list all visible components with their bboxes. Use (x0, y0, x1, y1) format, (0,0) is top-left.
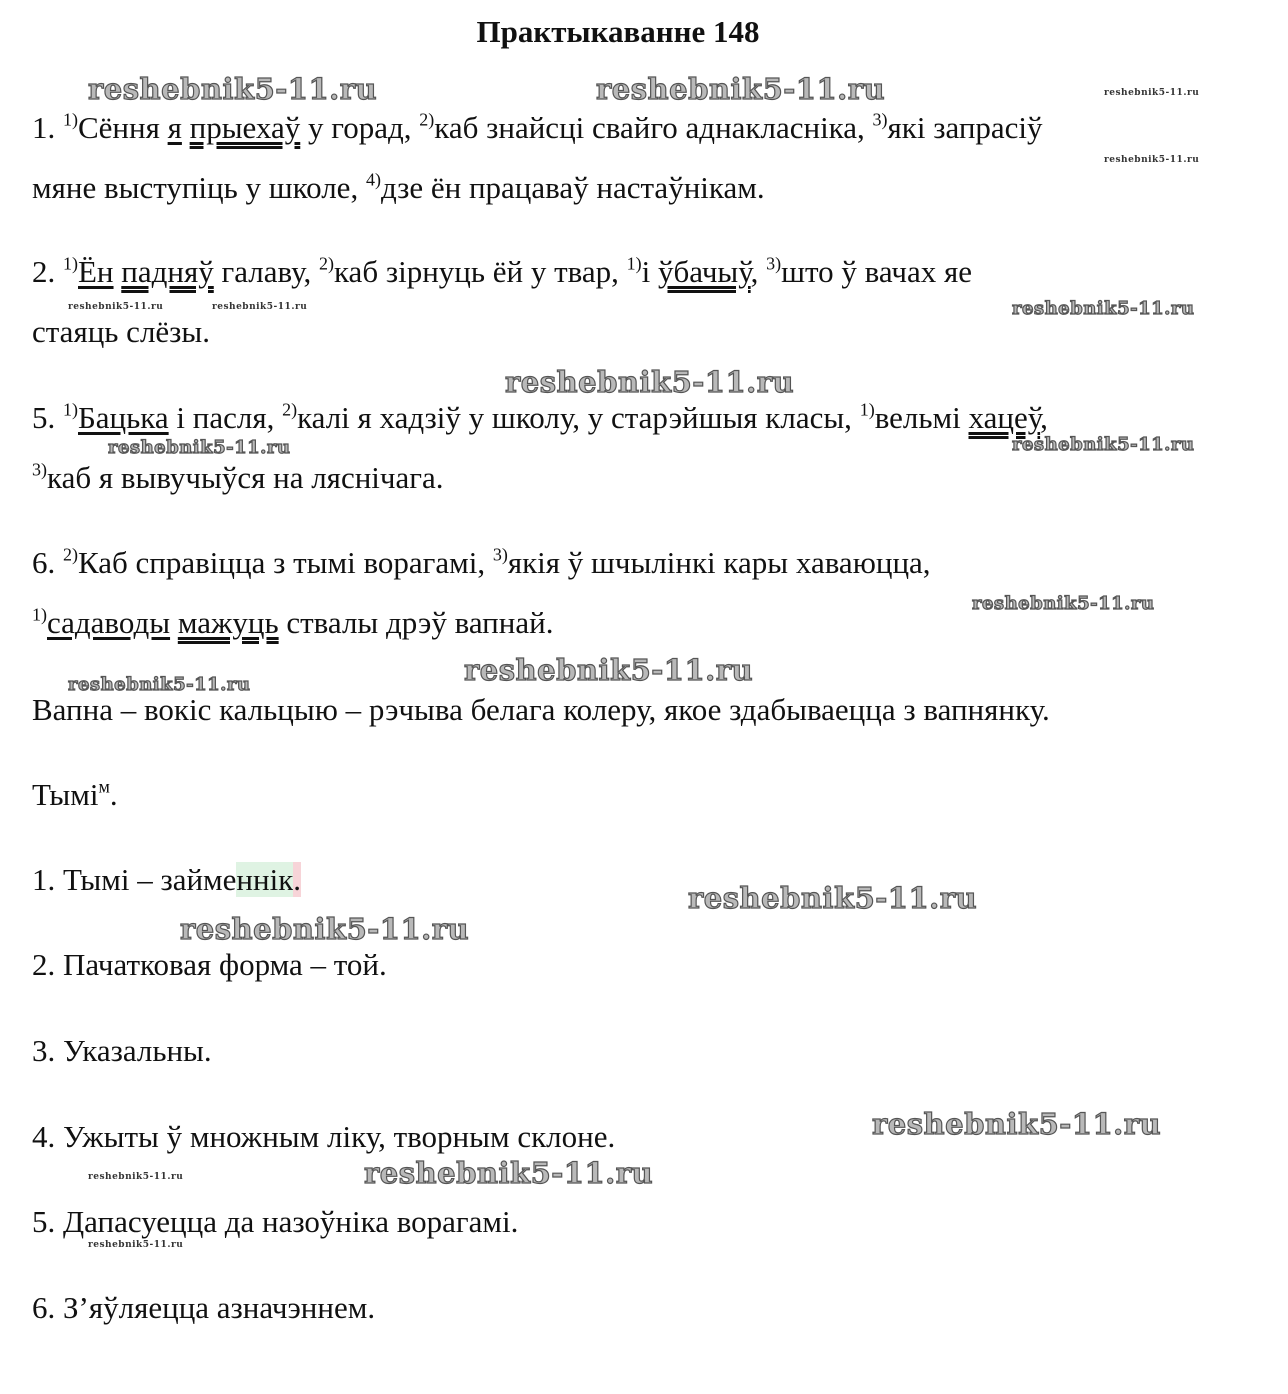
clause-marker: 1) (32, 604, 47, 625)
sentence-1-line-1 (32, 108, 1043, 148)
watermark: reshebnik5-11.ru (68, 674, 251, 695)
analysis-item-6 (32, 1288, 375, 1328)
sentence-number: 5. (32, 400, 63, 435)
analysis-word (32, 775, 118, 815)
analysis-item-3 (32, 1031, 212, 1071)
text: стаяць слёзы. (32, 314, 210, 349)
text: каб я вывучыўся на ляснічага. (47, 460, 444, 495)
text: мяне выступіць у школе, (32, 170, 366, 205)
definition (32, 690, 1050, 730)
text: каб знайсці свайго аднакласніка, (434, 110, 873, 145)
predicate-underlined: мажуць (177, 605, 279, 640)
clause-marker: 3) (492, 544, 508, 565)
watermark: reshebnik5-11.ru (88, 1240, 184, 1250)
predicate-underlined: ўбачыў (658, 254, 751, 289)
watermark: reshebnik5-11.ru (364, 1156, 654, 1190)
text: каб зірнуць ёй у твар, (333, 254, 627, 289)
text: і пасля, (168, 400, 283, 435)
subject-underlined: садаводы (47, 605, 171, 640)
sentence-5-line-2 (32, 458, 443, 498)
text: 6. З’яўляецца азначэннем. (32, 1290, 376, 1325)
sentence-6-line-1 (32, 543, 931, 583)
text: галаву, (213, 254, 319, 289)
watermark: reshebnik5-11.ru (1104, 155, 1200, 165)
analysis-item-1 (32, 860, 301, 900)
predicate-underlined: хацеў (968, 400, 1041, 435)
watermark: reshebnik5-11.ru (1012, 434, 1195, 455)
predicate-underlined: прыехаў (189, 110, 301, 145)
text: што ў вачах яе (781, 254, 973, 289)
clause-marker: 1) (63, 253, 78, 274)
text: якія ў шчылінкі кары хаваюцца, (507, 545, 931, 580)
watermark: reshebnik5-11.ru (180, 912, 470, 946)
watermark: reshebnik5-11.ru (1104, 88, 1200, 98)
text: вельмі (874, 400, 969, 435)
clause-marker: 2) (419, 109, 435, 130)
clause-marker: 3) (766, 253, 782, 274)
watermark: reshebnik5-11.ru (505, 365, 795, 399)
text: у горад, (300, 110, 420, 145)
clause-marker: 4) (365, 169, 381, 190)
watermark: reshebnik5-11.ru (972, 593, 1155, 614)
text: і (641, 254, 659, 289)
analysis-item-5 (32, 1202, 518, 1242)
clause-marker: 2) (63, 544, 78, 565)
text: ствалы дрэў вапнай. (278, 605, 554, 640)
clause-marker: 1) (63, 399, 78, 420)
subject-underlined: я (167, 110, 182, 145)
watermark: reshebnik5-11.ru (596, 72, 886, 106)
text (170, 605, 178, 640)
sentence-number: 1. (32, 110, 63, 145)
watermark: reshebnik5-11.ru (872, 1107, 1162, 1141)
clause-marker: 3) (872, 109, 888, 130)
sentence-2-line-1 (32, 252, 972, 292)
watermark: reshebnik5-11.ru (464, 653, 754, 687)
watermark: reshebnik5-11.ru (1012, 298, 1195, 319)
clause-marker: 3) (32, 459, 47, 480)
text: 2. Пачатковая форма – той. (32, 947, 387, 982)
text: калі я хадзіў у школу, у старэйшыя класы, (297, 400, 860, 435)
sentence-number: 6. (32, 545, 63, 580)
definition-text: Вапна – вокіс кальцыю – рэчыва белага колеру, якое здабываецца з вапнянку. (32, 692, 1050, 727)
clause-marker: 1) (859, 399, 875, 420)
subject-underlined: Ён (78, 254, 114, 289)
watermark: reshebnik5-11.ru (688, 881, 978, 915)
analysis-item-4 (32, 1117, 615, 1157)
sentence-1-line-2 (32, 168, 765, 208)
sentence-2-line-2 (32, 312, 210, 352)
page-title: Практыкаванне 148 (476, 14, 760, 49)
subject-underlined: Бацька (78, 400, 169, 435)
watermark: reshebnik5-11.ru (212, 302, 308, 312)
analyzed-word: Тымі (32, 777, 99, 812)
watermark: reshebnik5-11.ru (108, 437, 291, 458)
watermark: reshebnik5-11.ru (88, 72, 378, 106)
watermark: reshebnik5-11.ru (68, 302, 164, 312)
clause-marker: 2) (318, 253, 334, 274)
clause-marker: 1) (63, 109, 78, 130)
text: . (109, 777, 118, 812)
text: 5. Дапасуецца да назоўніка ворагамі. (32, 1204, 519, 1239)
morph-mark: м (98, 776, 110, 797)
text: які запрасіў (887, 110, 1043, 145)
watermark: reshebnik5-11.ru (88, 1172, 184, 1182)
predicate-underlined: падняў (121, 254, 214, 289)
text: Сёння (78, 110, 168, 145)
text: 3. Указальны. (32, 1033, 212, 1068)
highlighted-text: ннік (236, 862, 294, 897)
highlighted-text: . (293, 862, 302, 897)
clause-marker: 2) (282, 399, 298, 420)
sentence-5-line-1 (32, 398, 1048, 438)
text: дзе ён працаваў настаўнікам. (380, 170, 765, 205)
text: , (1040, 400, 1048, 435)
text: 4. Ужыты ў множным ліку, творным склоне. (32, 1119, 616, 1154)
sentence-6-line-2 (32, 603, 553, 643)
text: 1. Тымі – займе (32, 862, 237, 897)
sentence-number: 2. (32, 254, 63, 289)
clause-marker: 1) (626, 253, 642, 274)
text: Каб справіцца з тымі ворагамі, (78, 545, 493, 580)
text: , (750, 254, 767, 289)
text (182, 110, 190, 145)
analysis-item-2 (32, 945, 387, 985)
